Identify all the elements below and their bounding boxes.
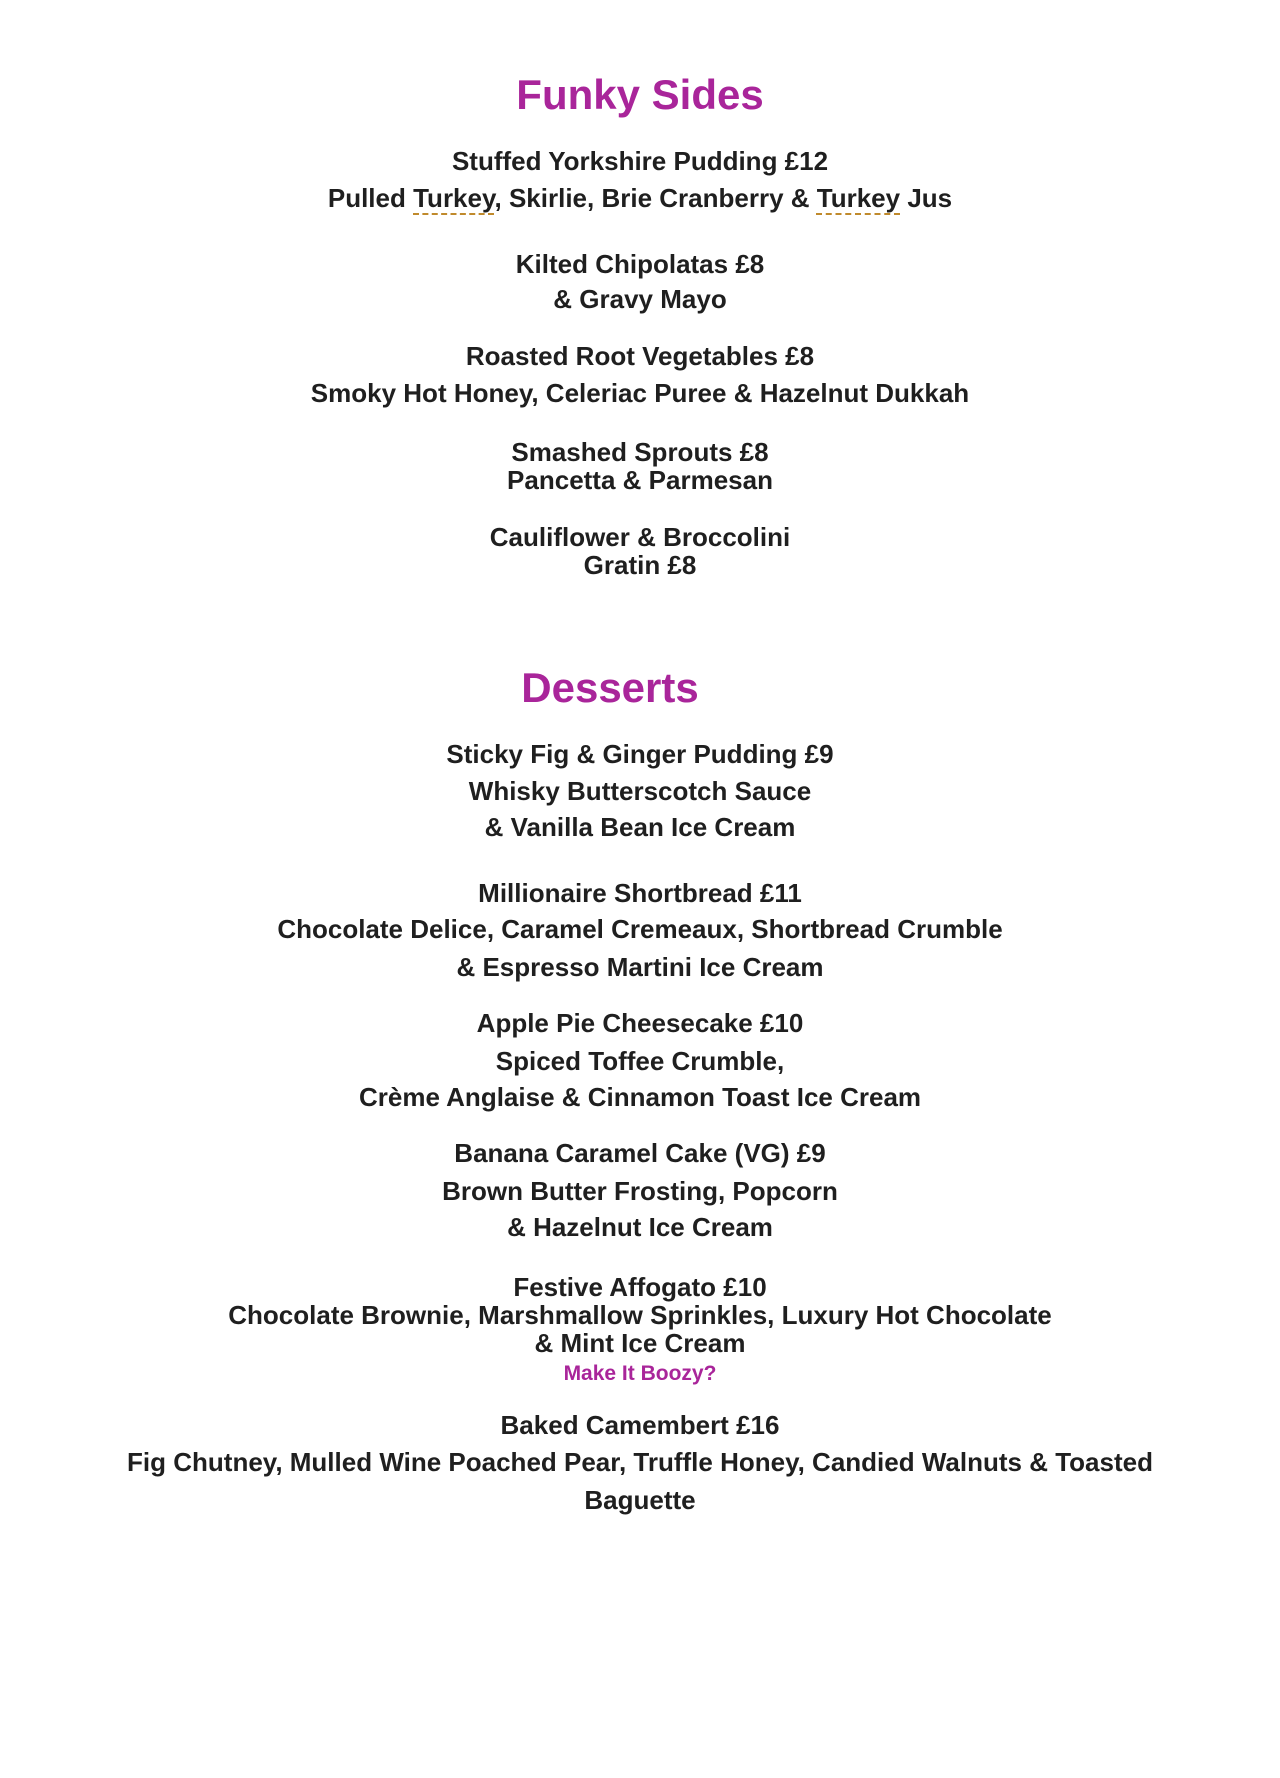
dessert-item-title: Millionaire Shortbread £11	[478, 878, 802, 908]
dessert-item-description: Baguette	[584, 1485, 696, 1515]
dessert-item-title: Festive Affogato £10	[513, 1272, 767, 1302]
dessert-item-title: Sticky Fig & Ginger Pudding £9	[446, 739, 834, 769]
dessert-item-description: Crème Anglaise & Cinnamon Toast Ice Cream	[358, 1082, 922, 1112]
dessert-item-description: Brown Butter Frosting, Popcorn	[442, 1176, 838, 1206]
side-item-description: Gratin £8	[583, 550, 697, 580]
spellcheck-word: Turkey	[413, 183, 495, 213]
desserts-heading: Desserts	[521, 664, 699, 711]
dessert-item-description: Spiced Toffee Crumble,	[495, 1046, 785, 1076]
dessert-item-description: Chocolate Delice, Caramel Cremeaux, Shortbread Crumble	[277, 914, 1003, 944]
dessert-item-description: & Mint Ice Cream	[534, 1328, 746, 1358]
side-item-title: Smashed Sprouts £8	[511, 437, 769, 467]
dessert-item-description: Whisky Butterscotch Sauce	[468, 776, 812, 806]
side-item-description: & Gravy Mayo	[553, 284, 727, 314]
dessert-item-note: Make It Boozy?	[563, 1362, 717, 1385]
side-item-title: Roasted Root Vegetables £8	[465, 341, 815, 371]
dessert-item-description: & Hazelnut Ice Cream	[507, 1212, 773, 1242]
dessert-item-title: Apple Pie Cheesecake £10	[476, 1008, 804, 1038]
side-item-description: Pancetta & Parmesan	[507, 465, 773, 495]
desc-text: Pulled	[327, 183, 414, 213]
desc-text: Jus	[900, 183, 953, 213]
desc-text: , Skirlie, Brie Cranberry &	[494, 183, 817, 213]
side-item-title: Cauliflower & Broccolini	[489, 522, 791, 552]
side-item-description	[0, 182, 1280, 214]
dessert-item-description: & Espresso Martini Ice Cream	[456, 952, 824, 982]
sides-heading: Funky Sides	[516, 71, 764, 118]
dessert-item-title: Baked Camembert £16	[500, 1410, 780, 1440]
side-item-title: Kilted Chipolatas £8	[515, 249, 765, 279]
side-item-description: Smoky Hot Honey, Celeriac Puree & Hazelnut Dukkah	[310, 378, 970, 408]
dessert-item-title: Banana Caramel Cake (VG) £9	[454, 1138, 826, 1168]
dessert-item-description: Fig Chutney, Mulled Wine Poached Pear, Truffle Honey, Candied Walnuts & Toasted	[127, 1447, 1153, 1477]
dessert-item-description: Chocolate Brownie, Marshmallow Sprinkles, Luxury Hot Chocolate	[228, 1300, 1052, 1330]
side-item-title: Stuffed Yorkshire Pudding £12	[451, 146, 829, 176]
dessert-item-description: & Vanilla Bean Ice Cream	[484, 812, 796, 842]
spellcheck-word: Turkey	[816, 183, 901, 213]
